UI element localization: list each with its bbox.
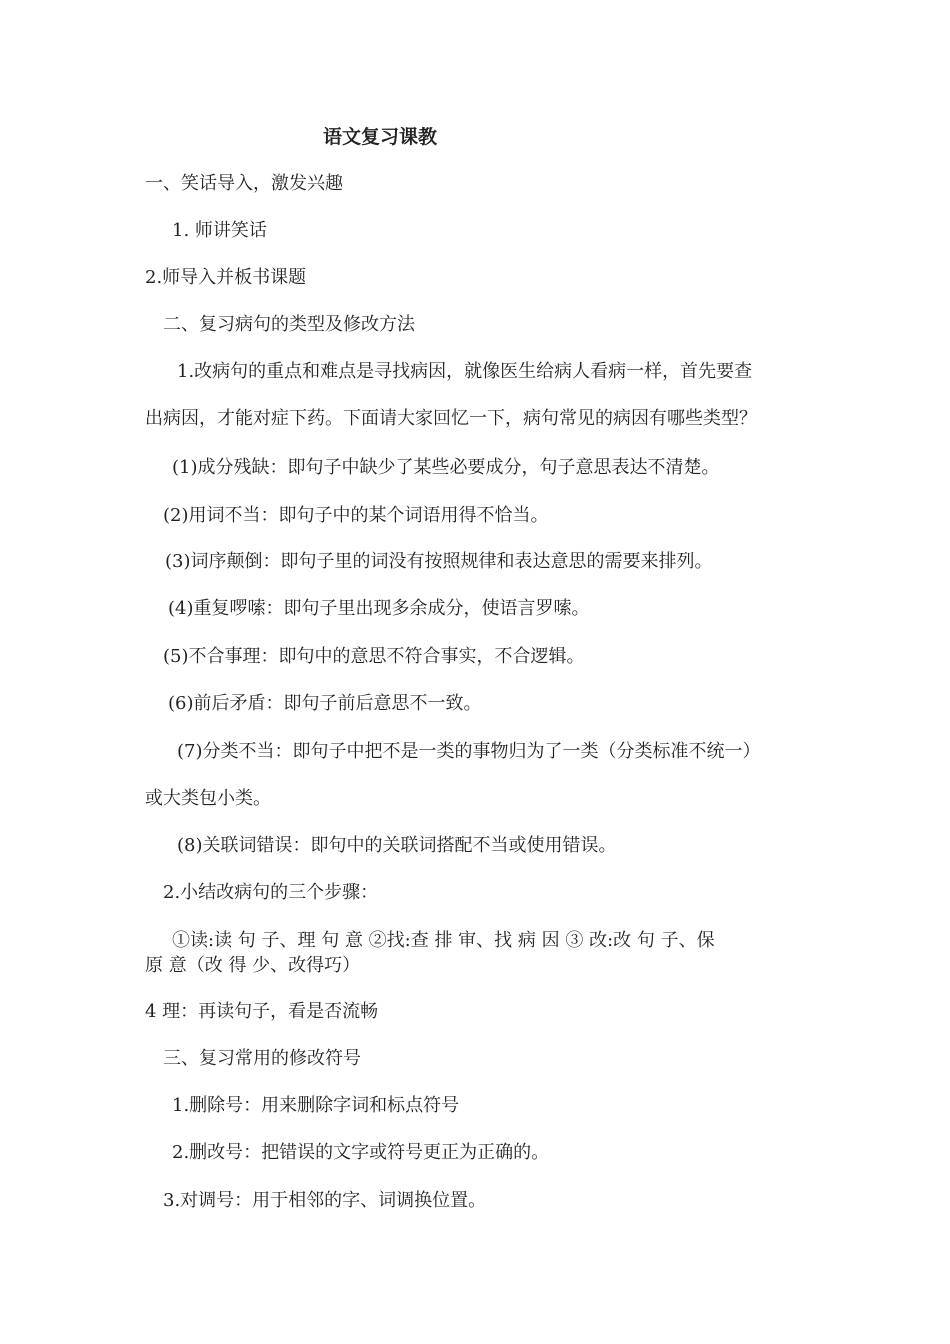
section-heading-2: 二、复习病句的类型及修改方法 xyxy=(163,314,415,335)
list-item: 3.对调号：用于相邻的字、词调换位置。 xyxy=(163,1190,487,1211)
paragraph-line: ①读:读 句 子、理 句 意 ②找:查 排 审、找 病 因 ③ 改:改 句 子、保 xyxy=(172,930,715,951)
list-item: 2.小结改病句的三个步骤： xyxy=(163,882,379,903)
list-item: (3)词序颠倒：即句子里的词没有按照规律和表达意思的需要来排列。 xyxy=(165,551,713,572)
list-item: (2)用词不当：即句子中的某个词语用得不恰当。 xyxy=(163,505,549,526)
list-item: 1.删除号：用来删除字词和标点符号 xyxy=(172,1095,460,1116)
list-item: 2.删改号：把错误的文字或符号更正为正确的。 xyxy=(172,1142,550,1163)
list-item: 2.师导入并板书课题 xyxy=(145,267,307,288)
section-heading-3: 三、复习常用的修改符号 xyxy=(163,1048,361,1069)
list-item: (5)不合事理：即句中的意思不符合事实，不合逻辑。 xyxy=(163,646,585,667)
list-item: 4 理：再读句子，看是否流畅 xyxy=(145,1001,379,1022)
section-heading-1: 一、笑话导入，激发兴趣 xyxy=(145,173,343,194)
paragraph-line: 1.改病句的重点和难点是寻找病因，就像医生给病人看病一样，首先要查 xyxy=(177,361,753,382)
paragraph-line: 或大类包小类。 xyxy=(145,788,271,809)
list-item: (8)关联词错误：即句中的关联词搭配不当或使用错误。 xyxy=(177,835,617,856)
list-item: (1)成分残缺：即句子中缺少了某些必要成分，句子意思表达不清楚。 xyxy=(172,457,720,478)
list-item: (7)分类不当：即句子中把不是一类的事物归为了一类（分类标准不统一） xyxy=(177,741,761,762)
page-title: 语文复习课教 xyxy=(323,126,438,148)
paragraph-line: 出病因，才能对症下药。下面请大家回忆一下，病句常见的病因有哪些类型？ xyxy=(145,408,757,429)
list-item: 1. 师讲笑话 xyxy=(172,220,267,241)
paragraph-line: 原 意（改 得 少、改得巧） xyxy=(145,955,361,976)
list-item: (4)重复啰嗦：即句子里出现多余成分，使语言罗嗦。 xyxy=(168,598,590,619)
list-item: (6)前后矛盾：即句子前后意思不一致。 xyxy=(168,693,482,714)
